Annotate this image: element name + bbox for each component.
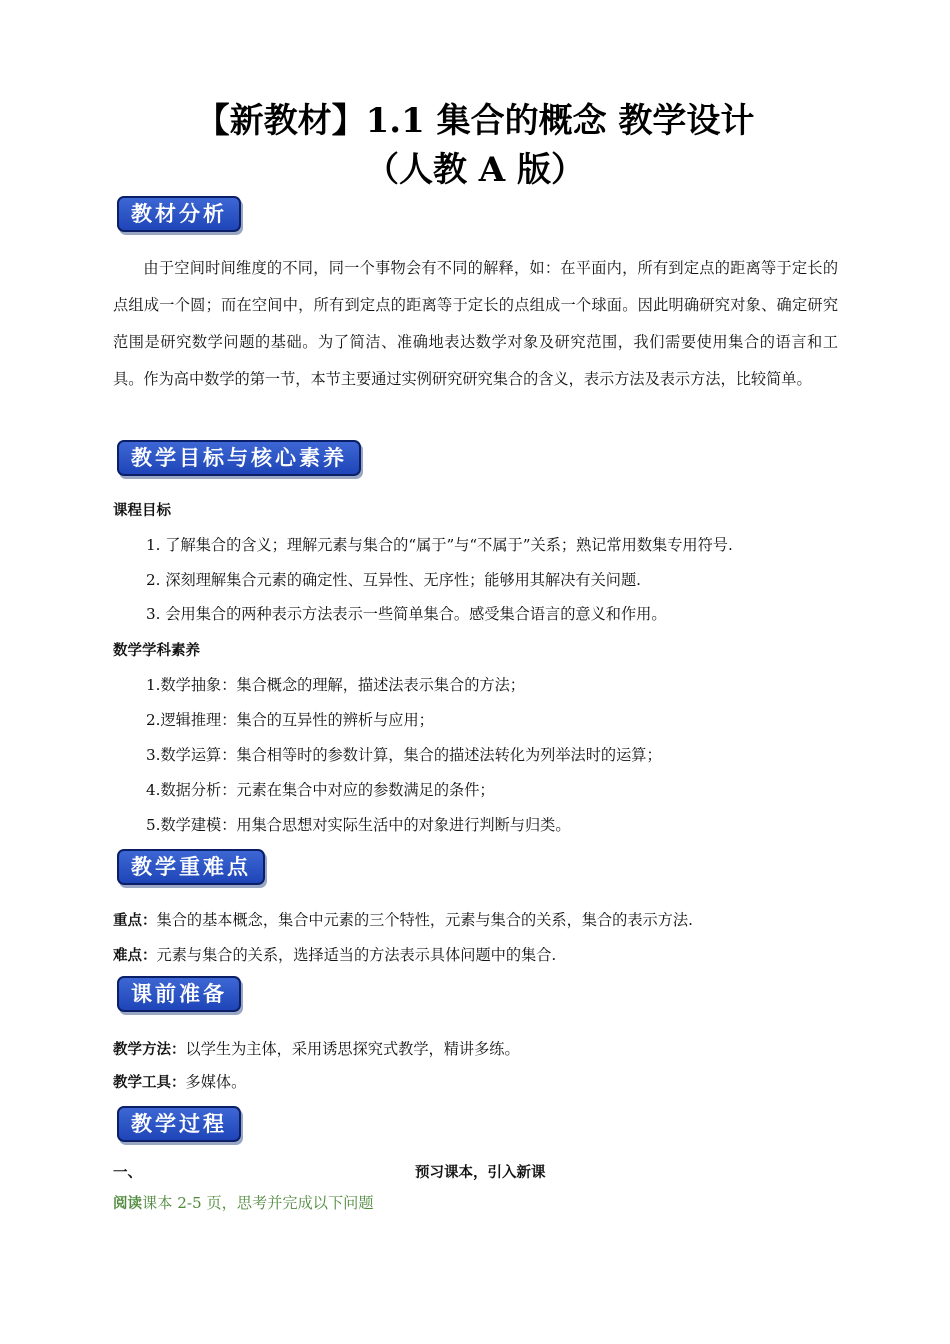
- reading-label: 阅读: [113, 1196, 142, 1212]
- teaching-tool-text: 多媒体。: [185, 1073, 247, 1091]
- course-goal-item-2: 2. 深刻理解集合元素的确定性、互异性、无序性；能够用其解决有关问题.: [146, 571, 641, 589]
- section-badge-goals: 教学目标与核心素养: [117, 440, 361, 476]
- literacy-item-3: 3.数学运算：集合相等时的参数计算，集合的描述法转化为列举法时的运算；: [146, 746, 662, 764]
- teaching-method-line: [113, 1038, 520, 1061]
- difficult-point-text: 元素与集合的关系，选择适当的方法表示具体问题中的集合.: [156, 946, 557, 964]
- literacy-item-5: 5.数学建模：用集合思想对实际生活中的对象进行判断与归类。: [146, 816, 571, 834]
- document-title-line1: 【新教材】1.1 集合的概念 教学设计: [195, 101, 755, 141]
- literacy-item-1: 1.数学抽象：集合概念的理解，描述法表示集合的方法；: [146, 676, 525, 694]
- section-badge-process: 教学过程: [117, 1106, 241, 1142]
- teaching-tool-label: 教学工具：: [113, 1075, 186, 1091]
- process-step-title: 预习课本，引入新课: [415, 1165, 546, 1181]
- section-badge-keypoints: 教学重难点: [117, 849, 265, 885]
- course-goal-item-1: 1. 了解集合的含义；理解元素与集合的“属于”与“不属于”关系；熟记常用数集专用符号.: [146, 536, 733, 554]
- literacy-item-2: 2.逻辑推理：集合的互异性的辨析与应用；: [146, 711, 434, 729]
- course-goal-item-3: 3. 会用集合的两种表示方法表示一些简单集合。感受集合语言的意义和作用。: [146, 605, 667, 623]
- key-point-label: 重点：: [113, 913, 157, 929]
- teaching-method-label: 教学方法：: [113, 1042, 186, 1058]
- analysis-paragraph: 由于空间时间维度的不同，同一个事物会有不同的解释，如：在平面内，所有到定点的距离等于定长的点组成一个圆；而在空间中，所有到定点的距离等于定长的点组成一个球面。因此明确研究对象、确定研究范围是研究数学问题的基础。为了简洁、准确地表达数学对象及研究范围，我们需要使用集合的语言和工具。作为高中数学的第一节，本节主要通过实例研究研究集合的含义，表示方法及表示方法，比较简单。: [113, 259, 838, 388]
- reading-instruction: [113, 1192, 374, 1215]
- document-title-line2: （人教 A 版）: [364, 150, 586, 190]
- section-badge-prep: 课前准备: [117, 976, 241, 1012]
- literacy-heading: 数学学科素养: [113, 643, 200, 659]
- course-goals-heading: 课程目标: [113, 503, 171, 519]
- literacy-item-4: 4.数据分析：元素在集合中对应的参数满足的条件；: [146, 781, 495, 799]
- teaching-method-text: 以学生为主体，采用诱思探究式教学，精讲多练。: [185, 1040, 520, 1058]
- difficult-point-line: [113, 944, 556, 967]
- teaching-tool-line: [113, 1071, 246, 1094]
- difficult-point-label: 难点：: [113, 948, 157, 964]
- reading-text: 课本 2-5 页，思考并完成以下问题: [142, 1194, 374, 1212]
- process-step-number: 一、: [113, 1165, 142, 1181]
- section-badge-analysis: 教材分析: [117, 196, 241, 232]
- key-point-line: [113, 909, 693, 932]
- key-point-text: 集合的基本概念，集合中元素的三个特性，元素与集合的关系，集合的表示方法.: [156, 911, 693, 929]
